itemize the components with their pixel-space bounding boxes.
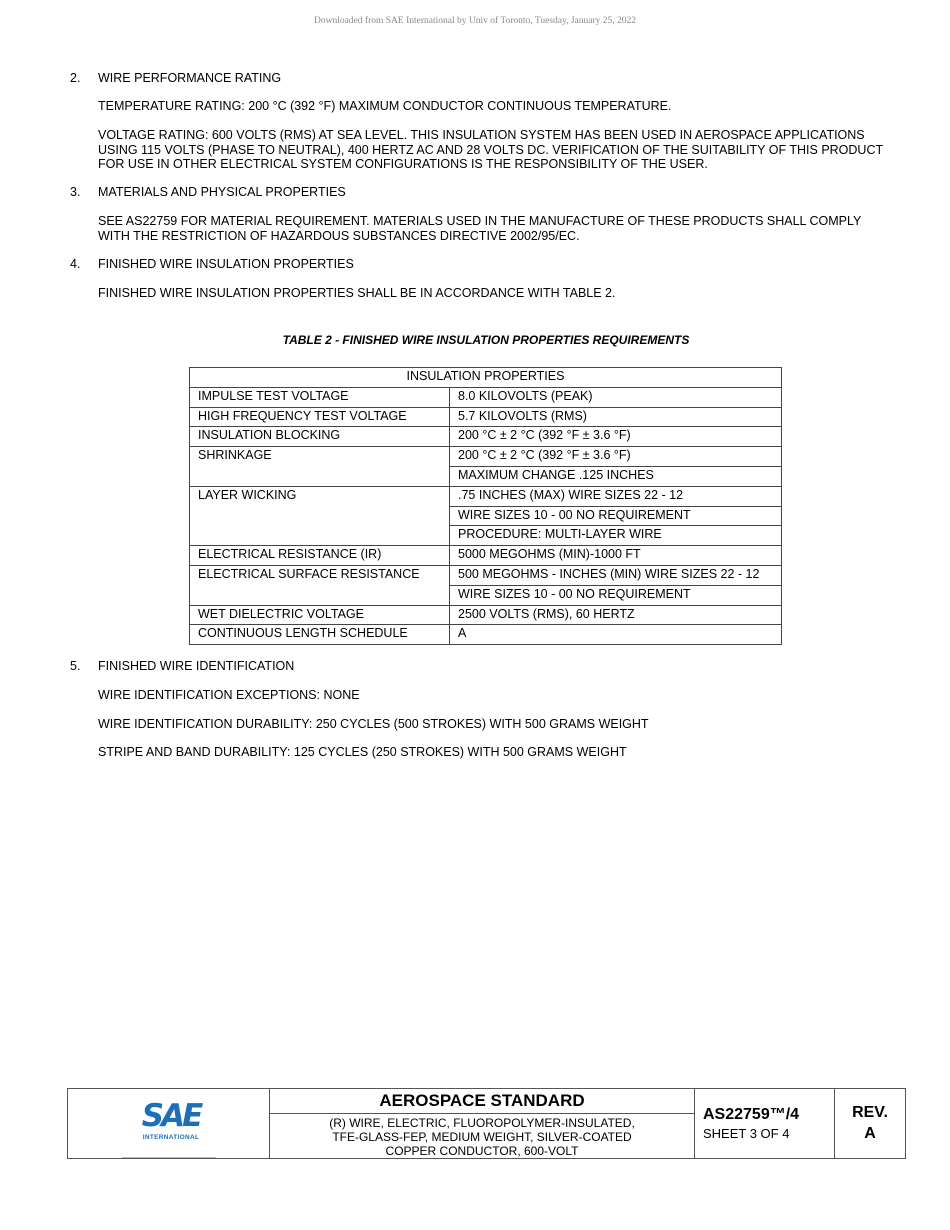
logo-underline bbox=[122, 1157, 216, 1158]
revision-label: REV. bbox=[852, 1104, 888, 1121]
property-value-cell: 5000 MEGOHMS (MIN)-1000 FT bbox=[450, 546, 782, 566]
property-value-cell: PROCEDURE: MULTI-LAYER WIRE bbox=[450, 526, 782, 546]
property-value-cell: 5.7 KILOVOLTS (RMS) bbox=[450, 407, 782, 427]
property-value-cell: .75 INCHES (MAX) WIRE SIZES 22 - 12 bbox=[450, 486, 782, 506]
insulation-properties-text: FINISHED WIRE INSULATION PROPERTIES SHALL BE IN ACCORDANCE WITH TABLE 2. bbox=[98, 286, 616, 300]
property-name-cell: SHRINKAGE bbox=[190, 447, 450, 487]
stripe-band-durability-text: STRIPE AND BAND DURABILITY: 125 CYCLES (250 STROKES) WITH 500 GRAMS WEIGHT bbox=[98, 745, 627, 759]
temperature-rating-text: TEMPERATURE RATING: 200 °C (392 °F) MAXIMUM CONDUCTOR CONTINUOUS TEMPERATURE. bbox=[98, 99, 672, 113]
property-name-cell: ELECTRICAL RESISTANCE (IR) bbox=[190, 546, 450, 566]
property-name-cell: LAYER WICKING bbox=[190, 486, 450, 545]
title-block bbox=[67, 1088, 906, 1159]
table-row bbox=[190, 605, 782, 625]
property-value-cell: MAXIMUM CHANGE .125 INCHES bbox=[450, 466, 782, 486]
document-number-cell bbox=[695, 1089, 835, 1158]
voltage-rating-text: VOLTAGE RATING: 600 VOLTS (RMS) AT SEA LEVEL. THIS INSULATION SYSTEM HAS BEEN USED IN AEROSPACE APPLICATIONS USING 115 VOLTS (PHASE TO NEUTRAL), 400 HERTZ AC AND 28 VOLTS DC. VERIFICATION OF THE SUITABILITY OF THIS PRODUCT FOR USE IN OTHER ELECTRICAL SYSTEM CONFIGURATIONS IS THE RESPONSIBILITY OF THE USER. bbox=[98, 128, 883, 171]
property-name-cell: ELECTRICAL SURFACE RESISTANCE bbox=[190, 565, 450, 605]
table-row bbox=[190, 625, 782, 645]
property-name-cell: IMPULSE TEST VOLTAGE bbox=[190, 387, 450, 407]
table-caption: TABLE 2 - FINISHED WIRE INSULATION PROPERTIES REQUIREMENTS bbox=[282, 333, 690, 347]
property-name-cell: HIGH FREQUENCY TEST VOLTAGE bbox=[190, 407, 450, 427]
materials-text: SEE AS22759 FOR MATERIAL REQUIREMENT. MATERIALS USED IN THE MANUFACTURE OF THESE PRODUCTS SHALL COMPLY WITH THE RESTRICTION OF HAZARDOUS SUBSTANCES DIRECTIVE 2002/95/EC. bbox=[98, 214, 862, 243]
property-value-cell: 200 °C ± 2 °C (392 °F ± 3.6 °F) bbox=[450, 427, 782, 447]
identification-durability-text: WIRE IDENTIFICATION DURABILITY: 250 CYCLES (500 STROKES) WITH 500 GRAMS WEIGHT bbox=[98, 717, 649, 731]
table-row bbox=[190, 565, 782, 585]
standard-title: AEROSPACE STANDARD bbox=[270, 1089, 694, 1114]
download-banner: Downloaded from SAE International by Univ of Toronto, Tuesday, January 25, 2022 bbox=[313, 16, 637, 26]
section-2-number: 2. bbox=[70, 71, 81, 85]
document-number: AS22759™/4 bbox=[703, 1106, 800, 1123]
description-line: TFE-GLASS-FEP, MEDIUM WEIGHT, SILVER-COATED bbox=[332, 1130, 632, 1144]
logo-cell bbox=[68, 1089, 270, 1158]
description-line: COPPER CONDUCTOR, 600-VOLT bbox=[385, 1144, 579, 1158]
section-2-heading: WIRE PERFORMANCE RATING bbox=[98, 71, 282, 85]
table-row bbox=[190, 486, 782, 506]
sae-logo: SAE INTERNATIONAL bbox=[141, 1098, 201, 1141]
revision-cell bbox=[835, 1089, 905, 1158]
property-name-cell: CONTINUOUS LENGTH SCHEDULE bbox=[190, 625, 450, 645]
table-row bbox=[190, 546, 782, 566]
property-value-cell: 200 °C ± 2 °C (392 °F ± 3.6 °F) bbox=[450, 447, 782, 467]
section-4-number: 4. bbox=[70, 257, 81, 271]
identification-exceptions-text: WIRE IDENTIFICATION EXCEPTIONS: NONE bbox=[98, 688, 360, 702]
table-row bbox=[190, 447, 782, 467]
revision-value: A bbox=[864, 1125, 876, 1142]
description-line: (R) WIRE, ELECTRIC, FLUOROPOLYMER-INSULATED, bbox=[329, 1116, 635, 1130]
property-value-cell: WIRE SIZES 10 - 00 NO REQUIREMENT bbox=[450, 585, 782, 605]
section-4-heading: FINISHED WIRE INSULATION PROPERTIES bbox=[98, 257, 354, 271]
property-name-cell: INSULATION BLOCKING bbox=[190, 427, 450, 447]
insulation-properties-table bbox=[189, 367, 782, 645]
section-5-number: 5. bbox=[70, 659, 81, 673]
table-row bbox=[190, 407, 782, 427]
sheet-number: SHEET 3 OF 4 bbox=[703, 1126, 790, 1141]
property-value-cell: 2500 VOLTS (RMS), 60 HERTZ bbox=[450, 605, 782, 625]
property-value-cell: A bbox=[450, 625, 782, 645]
table-row bbox=[190, 387, 782, 407]
property-value-cell: 8.0 KILOVOLTS (PEAK) bbox=[450, 387, 782, 407]
table-row bbox=[190, 427, 782, 447]
property-value-cell: WIRE SIZES 10 - 00 NO REQUIREMENT bbox=[450, 506, 782, 526]
property-value-cell: 500 MEGOHMS - INCHES (MIN) WIRE SIZES 22 - 12 bbox=[450, 565, 782, 585]
table-header: INSULATION PROPERTIES bbox=[190, 368, 782, 388]
description-cell bbox=[270, 1089, 695, 1158]
section-3-number: 3. bbox=[70, 185, 81, 199]
section-3-heading: MATERIALS AND PHYSICAL PROPERTIES bbox=[98, 185, 346, 199]
standard-description bbox=[270, 1114, 694, 1158]
section-5-heading: FINISHED WIRE IDENTIFICATION bbox=[98, 659, 295, 673]
property-name-cell: WET DIELECTRIC VOLTAGE bbox=[190, 605, 450, 625]
